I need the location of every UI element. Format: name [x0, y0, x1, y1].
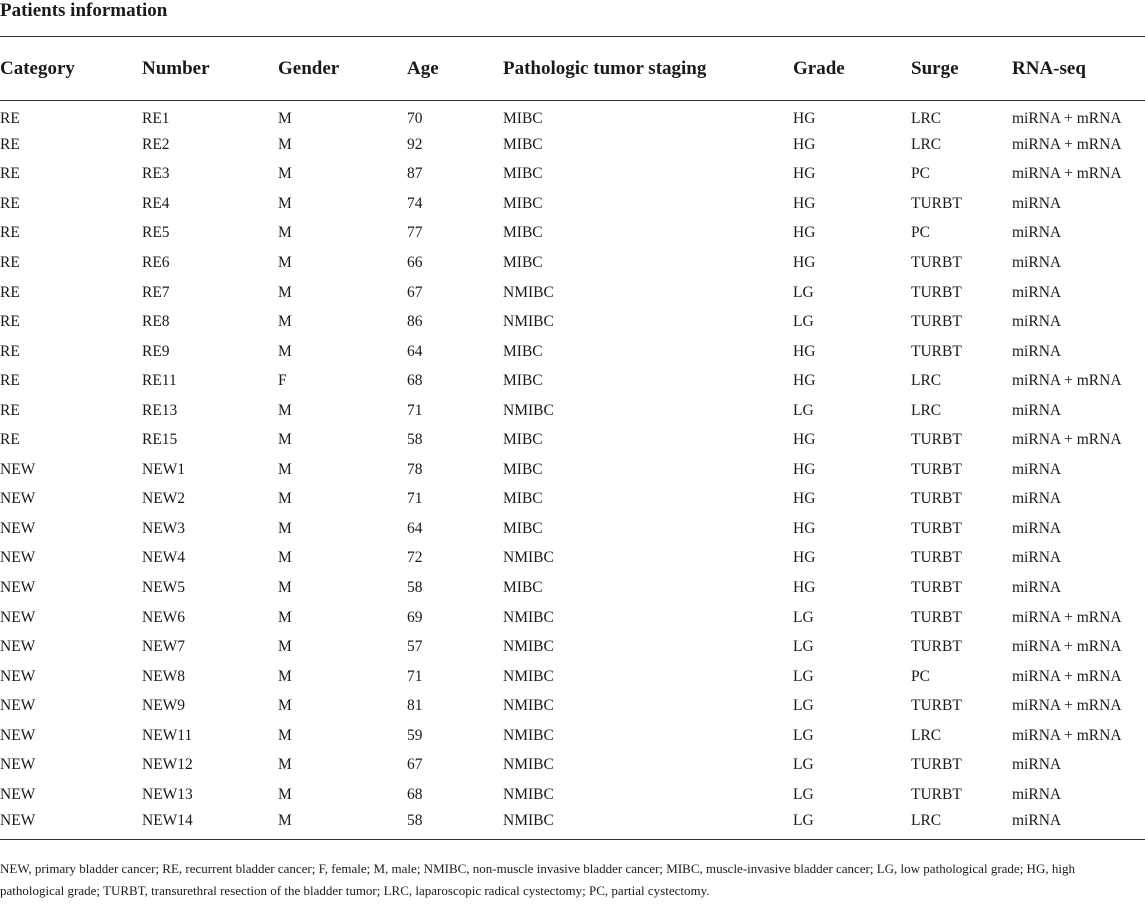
table-cell: M [278, 342, 292, 360]
table-cell: LRC [911, 810, 1012, 840]
table-cell: TURBT [911, 283, 962, 301]
table-cell: TURBT [911, 313, 962, 331]
table-cell: NMIBC [503, 638, 554, 656]
table-row [0, 544, 1145, 574]
table-cell: 69 [407, 608, 423, 626]
table-cell: LRC [911, 372, 942, 390]
table-cell: MIBC [503, 372, 543, 390]
table-row [0, 721, 1145, 751]
table-cell: NEW14 [142, 810, 278, 840]
table-cell: NEW [0, 608, 36, 626]
table-cell: miRNA [1012, 460, 1062, 478]
table-cell: NMIBC [503, 313, 554, 331]
table-cell: miRNA + mRNA [1012, 165, 1122, 183]
table-cell: NEW2 [142, 490, 186, 508]
table-cell: F [278, 372, 287, 390]
table-cell: 71 [407, 490, 423, 508]
table-cell: NEW [0, 810, 142, 840]
table-cell: 92 [407, 135, 423, 153]
table-cell: RE [0, 224, 20, 242]
table-cell: RE13 [142, 401, 178, 419]
table-cell: MIBC [503, 431, 543, 449]
table-cell: TURBT [911, 549, 962, 567]
table-cell: RE6 [142, 254, 170, 271]
table-cell: miRNA [1012, 401, 1062, 419]
table-cell: NMIBC [503, 785, 554, 803]
table-cell: RE [0, 342, 20, 360]
table-cell: miRNA [1012, 519, 1062, 537]
table-row [0, 751, 1145, 781]
patients-table [0, 36, 1145, 840]
table-cell: RE [0, 254, 20, 271]
table-cell: miRNA [1012, 283, 1062, 301]
table-cell: M [278, 283, 292, 301]
table-cell: miRNA [1012, 579, 1062, 597]
table-cell: miRNA + mRNA [1012, 109, 1122, 127]
table-cell: NMIBC [503, 667, 554, 685]
table-cell: M [278, 756, 292, 774]
table-cell: LG [793, 810, 911, 840]
table-cell: LG [793, 697, 814, 715]
table-cell: 66 [407, 254, 423, 271]
table-cell: HG [793, 109, 816, 127]
table-cell: NMIBC [503, 756, 554, 774]
table-cell: HG [793, 519, 816, 537]
table-cell: 87 [407, 165, 423, 183]
table-cell: M [278, 194, 292, 212]
table-cell: MIBC [503, 109, 543, 127]
table-row [0, 248, 1145, 278]
table-cell: MIBC [503, 519, 543, 537]
table-cell: RE [0, 135, 20, 153]
table-cell: NEW [0, 549, 36, 567]
table-row [0, 691, 1145, 721]
table-cell: 64 [407, 342, 423, 360]
table-cell: miRNA + mRNA [1012, 431, 1122, 449]
table-cell: M [278, 431, 292, 449]
table-header-row [0, 37, 1145, 101]
table-row [0, 485, 1145, 515]
table-cell: M [278, 608, 292, 626]
table-cell: HG [793, 460, 816, 478]
table-cell: TURBT [911, 697, 962, 715]
table-row [0, 130, 1145, 160]
table-cell: 86 [407, 313, 423, 331]
table-cell: NEW12 [142, 756, 193, 774]
table-cell: 68 [407, 372, 423, 390]
table-cell: miRNA [1012, 313, 1062, 331]
table-cell: NEW [0, 726, 36, 744]
table-cell: TURBT [911, 342, 962, 360]
column-header: Pathologic tumor staging [503, 37, 793, 101]
table-row [0, 426, 1145, 456]
table-row [0, 278, 1145, 308]
table-cell: 70 [407, 109, 423, 127]
table-title: Patients information [0, 0, 168, 21]
table-cell: 74 [407, 194, 423, 212]
column-header: Number [142, 37, 278, 101]
table-cell: RE [0, 313, 20, 331]
table-row [0, 603, 1145, 633]
table-cell: miRNA [1012, 194, 1062, 212]
table-cell: NEW8 [142, 667, 186, 685]
table-cell: HG [793, 165, 816, 183]
table-row [0, 455, 1145, 485]
table-cell: 71 [407, 401, 423, 419]
table-cell: TURBT [911, 490, 962, 508]
table-cell: MIBC [503, 165, 543, 183]
table-cell: PC [911, 224, 930, 242]
table-cell: NEW3 [142, 519, 186, 537]
table-cell: NEW5 [142, 579, 186, 597]
table-cell: HG [793, 224, 816, 242]
table-row [0, 573, 1145, 603]
table-row [0, 101, 1145, 131]
table-cell: M [278, 638, 292, 656]
table-cell: LG [793, 785, 814, 803]
table-cell: M [278, 109, 292, 127]
table-cell: HG [793, 342, 816, 360]
table-cell: RE2 [142, 135, 170, 153]
table-cell: 72 [407, 549, 423, 567]
table-cell: NMIBC [503, 401, 554, 419]
table-cell: TURBT [911, 608, 962, 626]
table-cell: miRNA [1012, 254, 1062, 271]
table-body [0, 101, 1145, 840]
table-cell: NEW [0, 638, 36, 656]
table-cell: miRNA [1012, 224, 1062, 242]
table-footnote: NEW, primary bladder cancer; RE, recurrent bladder cancer; F, female; M, male; NMIBC, non-muscle invasive bladder cancer; MIBC, muscle-invasive bladder cancer; LG, low pathological grade; HG, high pathological grade; TURBT, transurethral resection of the bladder tumor; LRC, laparoscopic radical cystectomy; PC, partial cystectomy. [0, 861, 1075, 898]
table-cell: HG [793, 549, 816, 567]
column-header: Grade [793, 37, 911, 101]
table-cell: RE4 [142, 194, 170, 212]
table-cell: 59 [407, 726, 423, 744]
table-cell: LG [793, 608, 814, 626]
table-cell: LRC [911, 401, 942, 419]
table-row [0, 189, 1145, 219]
table-cell: MIBC [503, 342, 543, 360]
table-cell: MIBC [503, 224, 543, 242]
table-cell: M [278, 579, 292, 597]
table-cell: TURBT [911, 194, 962, 212]
table-cell: miRNA [1012, 756, 1062, 774]
table-cell: 81 [407, 697, 423, 715]
table-cell: LG [793, 401, 814, 419]
table-cell: TURBT [911, 638, 962, 656]
table-row [0, 514, 1145, 544]
table-cell: NMIBC [503, 549, 554, 567]
table-cell: miRNA + mRNA [1012, 372, 1122, 390]
table-cell: RE1 [142, 109, 170, 127]
table-cell: MIBC [503, 254, 543, 271]
table-cell: MIBC [503, 460, 543, 478]
table-cell: PC [911, 165, 930, 183]
column-header: Category [0, 37, 142, 101]
table-cell: RE15 [142, 431, 178, 449]
table-cell: NMIBC [503, 283, 554, 301]
table-cell: LG [793, 726, 814, 744]
table-cell: RE9 [142, 342, 170, 360]
table-cell: 64 [407, 519, 423, 537]
table-cell: TURBT [911, 579, 962, 597]
table-cell: RE [0, 165, 20, 183]
column-header: Age [407, 37, 503, 101]
table-cell: RE [0, 194, 20, 212]
table-cell: RE5 [142, 224, 170, 242]
table-cell: RE [0, 431, 20, 449]
table-cell: NEW1 [142, 460, 186, 478]
table-cell: RE [0, 372, 20, 390]
table-cell: RE7 [142, 283, 170, 301]
table-cell: LG [793, 283, 814, 301]
table-cell: MIBC [503, 579, 543, 597]
table-cell: LG [793, 667, 814, 685]
table-row [0, 307, 1145, 337]
table-cell: HG [793, 579, 816, 597]
table-cell: LRC [911, 726, 942, 744]
table-cell: NEW [0, 519, 36, 537]
table-row [0, 662, 1145, 692]
table-cell: 71 [407, 667, 423, 685]
table-cell: LG [793, 638, 814, 656]
table-cell: NEW7 [142, 638, 186, 656]
table-cell: RE [0, 109, 20, 127]
table-cell: M [278, 726, 292, 744]
table-cell: miRNA + mRNA [1012, 135, 1122, 153]
table-cell: NEW6 [142, 608, 186, 626]
table-cell: HG [793, 431, 816, 449]
table-cell: NMIBC [503, 697, 554, 715]
table-cell: NEW [0, 490, 36, 508]
table-cell: TURBT [911, 431, 962, 449]
table-cell: M [278, 667, 292, 685]
table-cell: miRNA + mRNA [1012, 667, 1122, 685]
table-cell: miRNA [1012, 785, 1062, 803]
table-cell: RE8 [142, 313, 170, 331]
table-cell: 67 [407, 756, 423, 774]
table-row [0, 632, 1145, 662]
table-cell: NEW [0, 785, 36, 803]
table-cell: NEW [0, 579, 36, 597]
table-cell: NEW13 [142, 785, 193, 803]
table-cell: M [278, 165, 292, 183]
table-cell: RE3 [142, 165, 170, 183]
table-cell: M [278, 549, 292, 567]
table-cell: RE [0, 401, 20, 419]
table-cell: 77 [407, 224, 423, 242]
table-row [0, 810, 1145, 840]
table-cell: MIBC [503, 490, 543, 508]
table-cell: MIBC [503, 194, 543, 212]
table-cell: TURBT [911, 460, 962, 478]
table-row [0, 366, 1145, 396]
table-row [0, 396, 1145, 426]
table-cell: 58 [407, 810, 503, 840]
table-cell: miRNA [1012, 342, 1062, 360]
table-cell: NMIBC [503, 608, 554, 626]
table-cell: LG [793, 313, 814, 331]
table-cell: 57 [407, 638, 423, 656]
table-cell: M [278, 810, 407, 840]
table-cell: NMIBC [503, 810, 793, 840]
table-cell: M [278, 785, 292, 803]
table-cell: HG [793, 372, 816, 390]
table-cell: TURBT [911, 756, 962, 774]
table-cell: NEW [0, 697, 36, 715]
table-row [0, 160, 1145, 190]
table-cell: TURBT [911, 785, 962, 803]
table-cell: 67 [407, 283, 423, 301]
table-row [0, 780, 1145, 810]
table-cell: 58 [407, 431, 423, 449]
table-cell: miRNA [1012, 490, 1062, 508]
table-row [0, 219, 1145, 249]
table-cell: NEW [0, 667, 36, 685]
table-cell: NEW4 [142, 549, 186, 567]
table-cell: HG [793, 490, 816, 508]
table-cell: HG [793, 254, 816, 271]
table-cell: miRNA + mRNA [1012, 608, 1122, 626]
column-header: RNA-seq [1012, 37, 1145, 101]
table-cell: M [278, 401, 292, 419]
table-cell: M [278, 519, 292, 537]
table-cell: M [278, 697, 292, 715]
column-header: Gender [278, 37, 407, 101]
table-cell: 58 [407, 579, 423, 597]
table-cell: LG [793, 756, 814, 774]
table-cell: 78 [407, 460, 423, 478]
table-cell: LRC [911, 135, 942, 153]
table-cell: miRNA + mRNA [1012, 638, 1122, 656]
table-cell: NEW9 [142, 697, 186, 715]
table-cell: HG [793, 135, 816, 153]
table-cell: HG [793, 194, 816, 212]
table-cell: miRNA [1012, 549, 1062, 567]
table-cell: 68 [407, 785, 423, 803]
table-cell: M [278, 254, 292, 271]
table-cell: M [278, 224, 292, 242]
table-cell: M [278, 490, 292, 508]
table-cell: NEW [0, 460, 36, 478]
table-cell: miRNA + mRNA [1012, 726, 1122, 744]
column-header: Surge [911, 37, 1012, 101]
table-cell: M [278, 460, 292, 478]
table-row [0, 337, 1145, 367]
table-cell: NEW11 [142, 726, 193, 744]
table-cell: LRC [911, 109, 942, 127]
table-cell: TURBT [911, 254, 962, 271]
table-cell: miRNA + mRNA [1012, 697, 1122, 715]
table-cell: TURBT [911, 519, 962, 537]
table-cell: NEW [0, 756, 36, 774]
table-cell: M [278, 313, 292, 331]
table-cell: RE [0, 283, 20, 301]
table-cell: RE11 [142, 372, 177, 390]
table-cell: MIBC [503, 135, 543, 153]
table-cell: miRNA [1012, 810, 1145, 840]
table-cell: M [278, 135, 292, 153]
table-cell: PC [911, 667, 930, 685]
table-cell: NMIBC [503, 726, 554, 744]
